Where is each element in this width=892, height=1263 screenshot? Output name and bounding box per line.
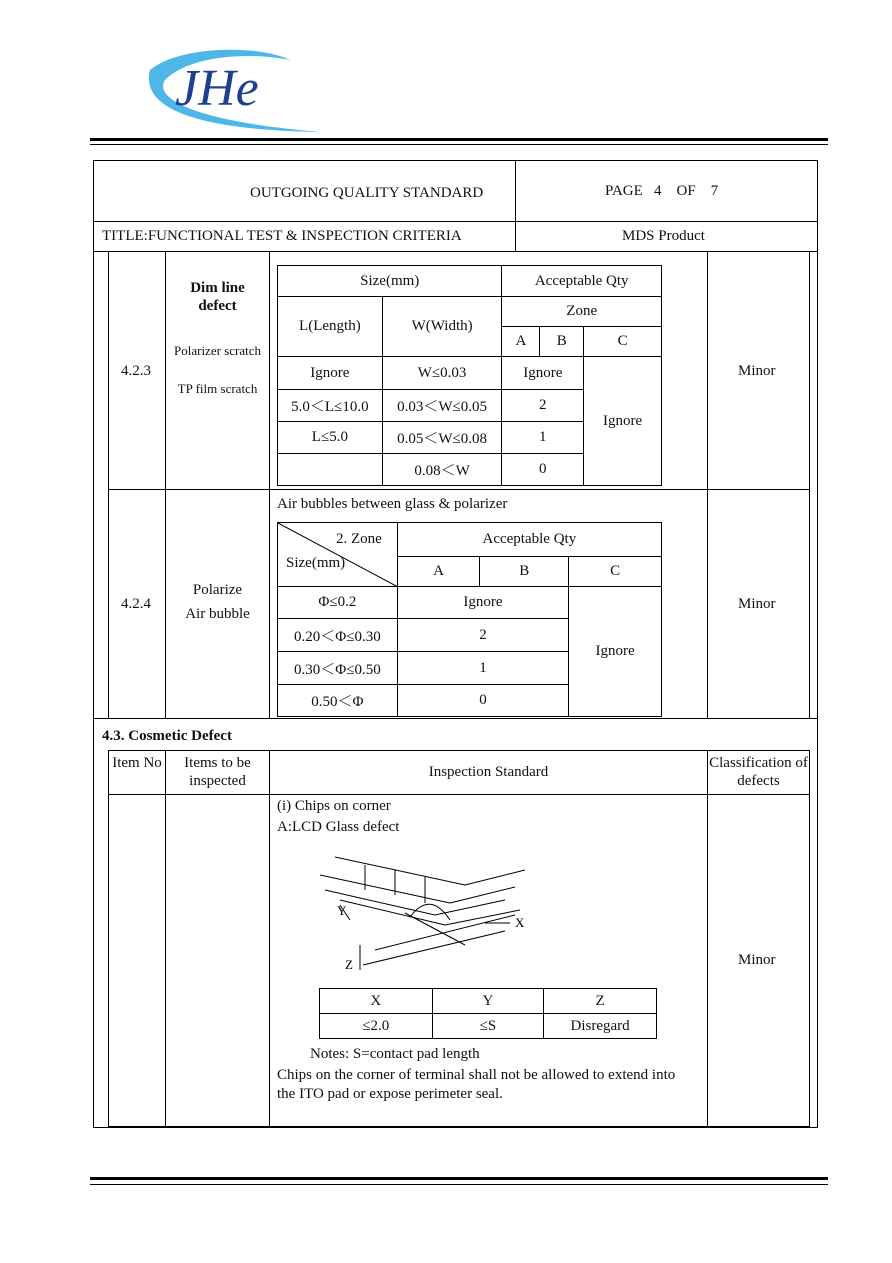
- logo-text: JHe: [175, 60, 259, 117]
- classification-43: Minor: [738, 952, 776, 968]
- qty-header: Acceptable Qty: [397, 523, 661, 557]
- col-line-4: [707, 251, 708, 719]
- qty-header: Acceptable Qty: [502, 266, 662, 297]
- item-no-423: 4.2.3: [121, 363, 151, 379]
- page-number: 4: [654, 183, 662, 199]
- diagram-label-x: X: [515, 915, 525, 930]
- row-ab: 1: [502, 422, 584, 454]
- product-name: MDS Product: [622, 228, 705, 244]
- doc-title: OUTGOING QUALITY STANDARD: [250, 185, 484, 201]
- bottom-rule-thin: [90, 1184, 828, 1185]
- item-name1-424: Polarize: [192, 582, 243, 598]
- zone-header: Zone: [502, 297, 662, 327]
- row-ab: 1: [397, 652, 568, 685]
- cosmetic-col-4: [707, 750, 708, 1127]
- air-bubble-table: [277, 522, 662, 717]
- col-line-1: [108, 251, 109, 719]
- row-ab: 0: [502, 454, 584, 486]
- row-ab: 0: [397, 685, 568, 717]
- row-width: 0.08＜W: [382, 454, 502, 486]
- row-ab: 2: [502, 390, 584, 422]
- corner-cell: [278, 523, 398, 587]
- cosmetic-top-rule: [108, 750, 809, 751]
- chip-xyz-table: [319, 988, 657, 1039]
- width-header: W(Width): [382, 297, 502, 357]
- diagram-label-y: Y: [337, 903, 347, 918]
- size-corner-label: Size(mm): [286, 555, 346, 571]
- item-no-424: 4.2.4: [121, 596, 151, 612]
- row-divider: [108, 489, 809, 490]
- notes: Notes: S=contact pad length: [310, 1046, 480, 1062]
- col-standard: Inspection Standard: [428, 764, 549, 780]
- air-bubble-caption: Air bubbles between glass & polarizer: [277, 496, 508, 512]
- zone-c-value: Ignore: [584, 357, 662, 486]
- cosmetic-header-rule: [108, 794, 809, 795]
- row-size: 0.30＜Φ≤0.50: [278, 652, 398, 685]
- item-sub1-423: Polarizer scratch: [174, 343, 261, 358]
- zone-b: B: [540, 327, 584, 357]
- col-classification: Classification of defects: [709, 755, 808, 789]
- dim-line-table: [277, 265, 662, 486]
- top-rule-thin: [90, 144, 828, 145]
- paragraph-line-1: Chips on the corner of terminal shall not be allowed to extend into: [277, 1067, 676, 1083]
- row-length: [278, 454, 383, 486]
- row-ab: Ignore: [397, 587, 568, 619]
- classification-424: Minor: [738, 596, 776, 612]
- glass-defect-label: A:LCD Glass defect: [277, 819, 400, 835]
- row-size: Φ≤0.2: [278, 587, 398, 619]
- xyz-header-y: Y: [432, 989, 544, 1014]
- cosmetic-col-5: [809, 750, 810, 1127]
- diagram-label-z: Z: [345, 957, 353, 972]
- section-divider: [93, 718, 818, 719]
- row-size: 0.20＜Φ≤0.30: [278, 619, 398, 652]
- row-width: 0.05＜W≤0.08: [382, 422, 502, 454]
- xyz-header-x: X: [320, 989, 433, 1014]
- classification-423: Minor: [738, 363, 776, 379]
- zone-corner-label: 2. Zone: [336, 531, 382, 547]
- xyz-value-y: ≤S: [432, 1014, 544, 1039]
- zone-a: A: [502, 327, 540, 357]
- xyz-value-x: ≤2.0: [320, 1014, 433, 1039]
- chip-corner-diagram: [315, 845, 540, 980]
- zone-c: C: [584, 327, 662, 357]
- row-width: W≤0.03: [382, 357, 502, 390]
- cosmetic-col-2: [165, 750, 166, 1127]
- header-divider: [515, 160, 516, 251]
- doc-subject-title: TITLE:FUNCTIONAL TEST & INSPECTION CRITERIA: [102, 228, 462, 244]
- col-item-no: Item No: [112, 755, 162, 771]
- of-label: OF: [676, 183, 696, 199]
- cosmetic-col-1: [108, 750, 109, 1127]
- xyz-value-z: Disregard: [544, 1014, 657, 1039]
- col-line-3: [269, 251, 270, 719]
- section-heading: 4.3. Cosmetic Defect: [102, 728, 232, 744]
- cosmetic-col-3: [269, 750, 270, 1127]
- header-rule: [93, 221, 818, 222]
- paragraph-line-2: the ITO pad or expose perimeter seal.: [277, 1086, 503, 1102]
- row-length: L≤5.0: [278, 422, 383, 454]
- zone-c-value: Ignore: [569, 587, 662, 717]
- zone-a: A: [397, 557, 480, 587]
- page-indicator: [605, 183, 718, 200]
- row-length: 5.0＜L≤10.0: [278, 390, 383, 422]
- col-line-2: [165, 251, 166, 719]
- company-logo: [140, 40, 340, 140]
- zone-c: C: [569, 557, 662, 587]
- row-size: 0.50＜Φ: [278, 685, 398, 717]
- row-length: Ignore: [278, 357, 383, 390]
- col-items: Items to be inspected: [184, 755, 251, 789]
- item-sub2-423: TP film scratch: [177, 381, 258, 396]
- row-width: 0.03＜W≤0.05: [382, 390, 502, 422]
- size-header: Size(mm): [278, 266, 502, 297]
- item-name2-424: Air bubble: [185, 606, 250, 622]
- col-line-5: [809, 251, 810, 719]
- bottom-rule: [90, 1177, 828, 1180]
- row-ab: 2: [397, 619, 568, 652]
- row-ab: Ignore: [502, 357, 584, 390]
- xyz-header-z: Z: [544, 989, 657, 1014]
- length-header: L(Length): [278, 297, 383, 357]
- cosmetic-bottom-rule: [108, 1126, 809, 1128]
- page-total: 7: [710, 183, 719, 199]
- chips-title: (i) Chips on corner: [277, 798, 391, 814]
- item-name-423: Dim line defect: [190, 280, 245, 314]
- page-label: PAGE: [605, 183, 643, 199]
- zone-b: B: [480, 557, 569, 587]
- header-rule-2: [93, 251, 818, 252]
- top-rule: [90, 138, 828, 141]
